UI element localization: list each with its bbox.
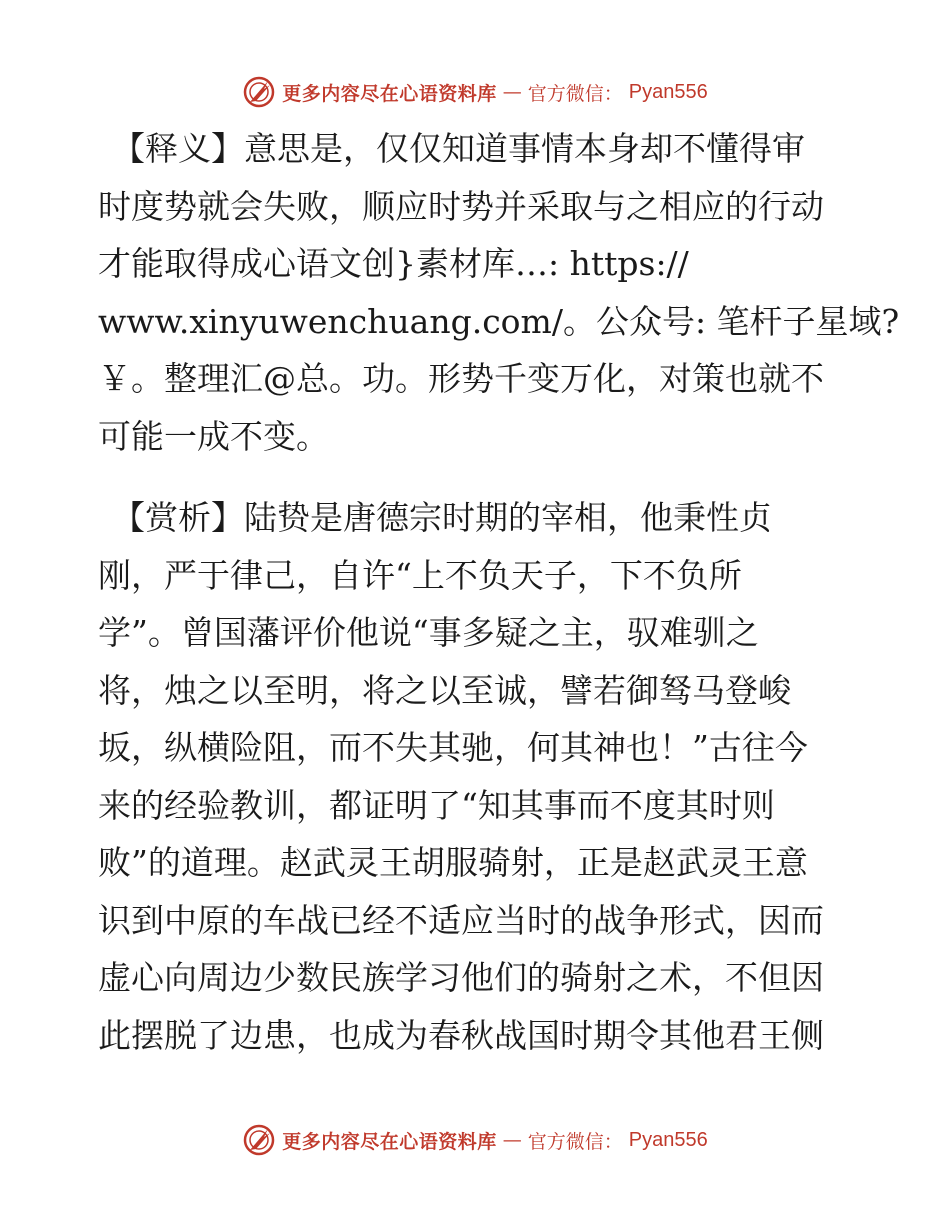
- text-line: 可能一成不变。: [98, 416, 329, 456]
- banner-separator: —: [502, 1129, 522, 1151]
- banner-contact-label: 官方微信：: [527, 1130, 623, 1153]
- banner-text: 更多内容尽在心语资料库: [282, 1130, 497, 1153]
- header-banner: [0, 72, 950, 112]
- paragraph-definition: [98, 120, 900, 465]
- text-line: 此摆脱了边患，也成为春秋战国时期令其他君王侧: [98, 1015, 824, 1055]
- footer-banner: [0, 1120, 950, 1160]
- paragraph-analysis: [98, 489, 858, 1064]
- text-line: www.xinyuwenchuang.com/。公众号: 笔杆子星域?: [98, 301, 900, 341]
- text-line: 败”的道理。赵武灵王胡服骑射，正是赵武灵王意: [98, 843, 808, 882]
- text-line: ￥。整理汇@总。功。形势千变万化，对策也就不: [98, 359, 824, 398]
- document-body: [98, 120, 900, 1064]
- text-line: 刚，严于律己，自许“上不负天子，下不负所: [98, 555, 742, 595]
- text-line: 【赏析】陆贽是唐德宗时期的宰相，他秉性贞: [112, 498, 772, 537]
- text-line: 时度势就会失败，顺应时势并采取与之相应的行动: [98, 186, 824, 226]
- text-line: 识到中原的车战已经不适应当时的战争形式，因而: [98, 900, 824, 940]
- text-line: 虚心向周边少数民族学习他们的骑射之术，不但因: [98, 958, 824, 997]
- banner-contact-id: Pyan556: [628, 80, 708, 103]
- text-line: 【释义】意思是，仅仅知道事情本身却不懂得审: [112, 129, 805, 168]
- banner-separator: —: [502, 81, 522, 103]
- text-line: 将，烛之以至明，将之以至诚，譬若御驽马登峻: [98, 670, 791, 710]
- text-line: 学”。曾国藩评价他说“事多疑之主，驭难驯之: [98, 613, 759, 652]
- quill-pen-logo-icon: [242, 1123, 276, 1157]
- text-line: 坂，纵横险阻，而不失其驰，何其神也！”古往今: [98, 728, 808, 767]
- quill-pen-logo-icon: [242, 75, 276, 109]
- banner-text: 更多内容尽在心语资料库: [282, 82, 497, 105]
- banner-contact-label: 官方微信：: [527, 82, 623, 105]
- text-line: 才能取得成心语文创}素材库…: https://: [98, 244, 689, 283]
- text-line: 来的经验教训，都证明了“知其事而不度其时则: [98, 785, 775, 825]
- banner-contact-id: Pyan556: [628, 1128, 708, 1151]
